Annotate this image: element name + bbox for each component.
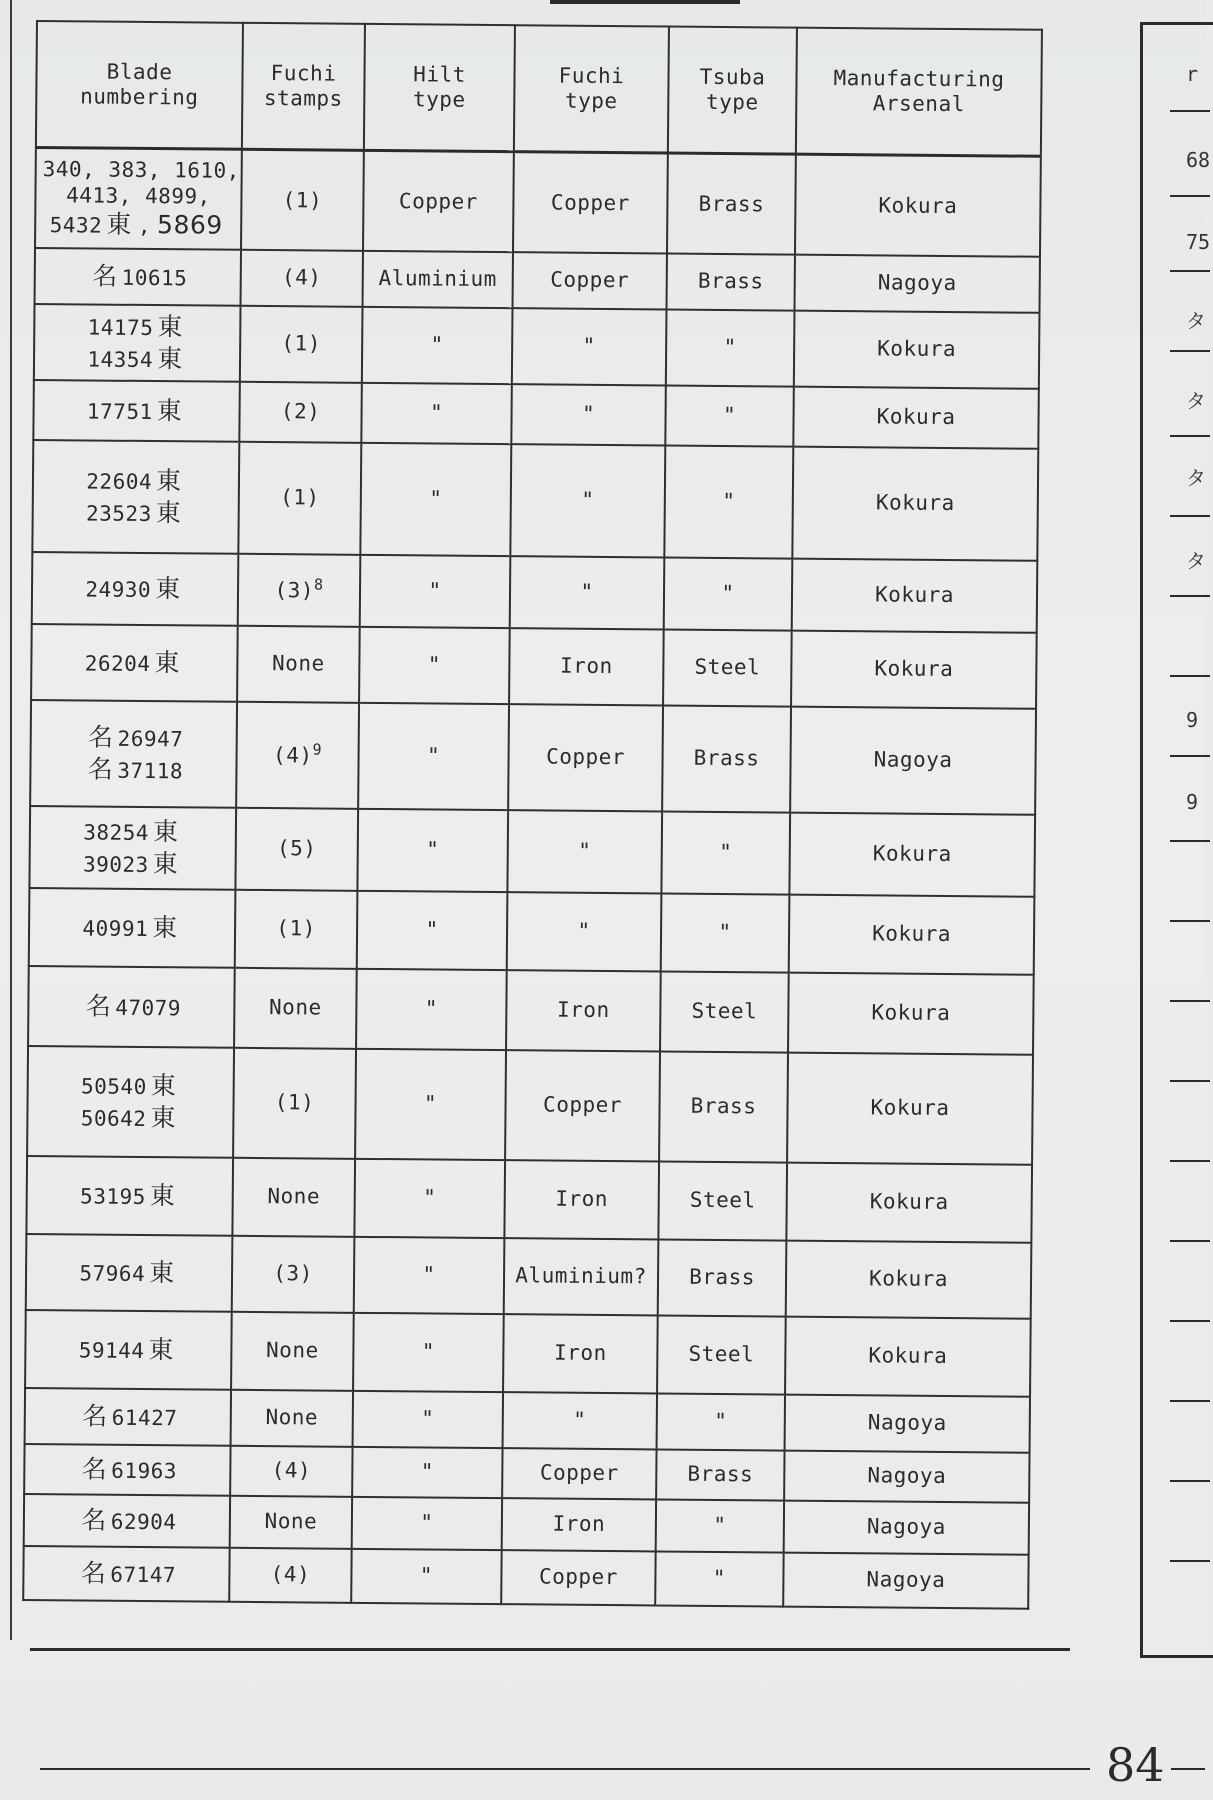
arsenal-mark: 名 xyxy=(80,1558,107,1588)
blade-number: 61427 xyxy=(111,1405,178,1431)
next-page-text-fragment: タ xyxy=(1186,466,1206,490)
arsenal-cell: Kokura xyxy=(789,812,1035,896)
arsenal-cell: Kokura xyxy=(787,1052,1033,1164)
fuchi-type-cell: Iron xyxy=(509,628,664,705)
blade-number-cell xyxy=(31,623,238,701)
table-row xyxy=(29,887,1035,974)
fuchi-stamps-cell xyxy=(240,305,363,382)
next-page-row-rule xyxy=(1170,515,1210,517)
next-page-row-rule xyxy=(1170,1080,1210,1082)
blade-number-cell xyxy=(35,248,241,306)
blade-number: 14175 xyxy=(87,315,154,341)
fuchi-stamps-cell xyxy=(234,967,357,1048)
header-blade-numbering: Blade numbering xyxy=(36,21,243,149)
arsenal-cell: Kokura xyxy=(786,1240,1032,1318)
table-row xyxy=(35,248,1040,313)
table-row xyxy=(25,1309,1031,1396)
tsuba-type-cell: Brass xyxy=(662,705,791,812)
tsuba-type-cell: " xyxy=(664,445,793,558)
fuchi-type-cell: Copper xyxy=(502,1448,656,1499)
fuchi-stamps-value: (3) xyxy=(274,578,315,603)
tsuba-type-cell: " xyxy=(655,1551,783,1606)
hilt-type-cell: " xyxy=(356,968,507,1049)
fuchi-stamps-cell xyxy=(238,553,361,626)
header-manufacturing-arsenal: Manufacturing Arsenal xyxy=(796,28,1042,157)
fuchi-type-cell: Iron xyxy=(502,1498,656,1551)
next-page-row-rule xyxy=(1170,350,1210,352)
fuchi-stamps-value: (2) xyxy=(280,399,321,424)
arsenal-mark: 名 xyxy=(82,1401,108,1431)
blade-number-cell xyxy=(33,379,240,441)
table-row xyxy=(31,623,1037,708)
fittings-table xyxy=(22,20,1043,1609)
fuchi-stamps-value: None xyxy=(265,1405,319,1430)
arsenal-mark: 名 xyxy=(81,1454,108,1484)
tsuba-type-cell: " xyxy=(661,811,790,894)
table-row xyxy=(34,303,1040,388)
table-row xyxy=(24,1493,1029,1554)
next-page-text-fragment: 68 xyxy=(1186,148,1211,172)
blade-number: 26204 xyxy=(84,651,151,676)
fuchi-type-cell: " xyxy=(511,384,666,445)
blade-number-line xyxy=(42,208,234,241)
hilt-type-cell: " xyxy=(359,626,510,703)
hilt-type-cell: " xyxy=(353,1312,504,1391)
blade-number-line xyxy=(32,1400,224,1433)
blade-number-line xyxy=(34,1101,226,1134)
arsenal-mark: 東 xyxy=(148,1334,175,1365)
hilt-type-cell: " xyxy=(362,306,513,383)
table-row xyxy=(35,148,1041,257)
fuchi-type-cell: " xyxy=(507,810,662,893)
hilt-type-cell: " xyxy=(361,382,512,443)
tsuba-type-cell: " xyxy=(656,1499,784,1552)
blade-number-cell xyxy=(29,805,236,889)
fuchi-stamps-cell xyxy=(241,249,363,306)
blade-number-cell xyxy=(25,1309,232,1389)
arsenal-mark: 東 xyxy=(149,1257,175,1288)
blade-number-line xyxy=(40,464,232,497)
fuchi-type-cell: Copper xyxy=(513,252,667,309)
blade-number-line xyxy=(42,182,234,210)
fuchi-stamps-value: (1) xyxy=(282,187,323,213)
arsenal-mark: 東 xyxy=(155,497,182,527)
hilt-type-cell: " xyxy=(353,1390,503,1447)
hilt-type-cell: " xyxy=(354,1236,505,1313)
blade-number: 10615 xyxy=(121,265,188,291)
arsenal-cell: Nagoya xyxy=(790,706,1036,814)
hilt-type-cell: " xyxy=(360,442,511,555)
arsenal-mark: 東 xyxy=(155,573,181,604)
fuchi-stamps-cell xyxy=(230,1445,352,1496)
arsenal-cell: Kokura xyxy=(792,558,1038,632)
hilt-type-cell: " xyxy=(355,1048,506,1159)
blade-number-cell xyxy=(26,1155,233,1235)
arsenal-cell: Kokura xyxy=(792,446,1038,560)
fuchi-stamps-value: (1) xyxy=(280,485,320,510)
arsenal-cell: Kokura xyxy=(795,154,1041,256)
fuchi-stamps-cell xyxy=(233,1047,356,1158)
arsenal-mark: 名 xyxy=(92,261,118,291)
hilt-type-cell: " xyxy=(357,808,508,891)
arsenal-cell: Nagoya xyxy=(794,254,1039,312)
blade-number-line xyxy=(32,1333,224,1366)
blade-number-cell xyxy=(29,887,236,967)
next-page-text-fragment: 75 xyxy=(1186,230,1211,254)
blade-number-line xyxy=(38,721,230,754)
fuchi-stamps-cell xyxy=(236,701,359,808)
next-page-row-rule xyxy=(1170,1000,1210,1002)
next-page-text-fragment: タ xyxy=(1186,309,1206,333)
blade-number-cell xyxy=(28,965,235,1047)
table-row xyxy=(32,551,1038,632)
arsenal-cell: Kokura xyxy=(786,1162,1032,1242)
fuchi-stamps-cell xyxy=(231,1311,354,1390)
next-page-text-fragment: タ xyxy=(1186,549,1206,573)
blade-number: 61963 xyxy=(111,1458,178,1484)
arsenal-mark: 東 xyxy=(152,817,179,847)
arsenal-mark: 名 xyxy=(87,753,114,784)
blade-number-line xyxy=(39,572,231,605)
arsenal-mark: 名 xyxy=(85,991,112,1021)
arsenal-mark: 東 , 5869 xyxy=(106,209,223,241)
arsenal-mark: 東 xyxy=(150,1102,177,1132)
arsenal-cell: Kokura xyxy=(785,1316,1031,1396)
blade-number-line xyxy=(34,1179,226,1212)
arsenal-mark: 名 xyxy=(81,1505,107,1535)
fuchi-stamps-value: (5) xyxy=(276,836,317,861)
header-hilt-type: Hilt type xyxy=(364,24,515,152)
next-page-row-rule xyxy=(1170,595,1210,597)
table-row xyxy=(33,379,1038,448)
tsuba-type-cell: " xyxy=(665,385,794,446)
tsuba-type-cell: " xyxy=(657,1393,785,1450)
footer-rule xyxy=(40,1768,1090,1770)
tsuba-type-cell: Steel xyxy=(657,1315,786,1394)
tsuba-type-cell: Brass xyxy=(656,1449,784,1500)
table-frame-bottom xyxy=(30,1648,1070,1651)
header-tsuba-type: Tsuba type xyxy=(668,27,797,155)
next-page-row-rule xyxy=(1170,920,1210,922)
fuchi-type-cell: Copper xyxy=(513,152,668,253)
next-page-row-rule xyxy=(1170,1320,1210,1322)
fuchi-type-cell: " xyxy=(512,308,667,385)
tsuba-type-cell: " xyxy=(664,557,793,630)
left-margin-rule xyxy=(10,0,12,1640)
fuchi-stamps-value: (1) xyxy=(274,1090,315,1115)
blade-number: 26947 xyxy=(117,726,184,752)
blade-number-cell xyxy=(25,1387,231,1445)
next-page-row-rule xyxy=(1170,1160,1210,1162)
fuchi-type-cell: " xyxy=(503,1392,657,1449)
tsuba-type-cell: Steel xyxy=(660,971,789,1052)
blade-number-line xyxy=(35,1069,227,1102)
table-row xyxy=(24,1443,1029,1502)
next-page-text-fragment: 9 xyxy=(1186,708,1199,732)
arsenal-cell: Kokura xyxy=(791,630,1037,708)
tsuba-type-cell: Steel xyxy=(658,1161,787,1240)
tsuba-type-cell: Brass xyxy=(659,1051,788,1162)
blade-number: 340, 383, 1610, xyxy=(42,156,240,183)
blade-number: 24930 xyxy=(85,577,152,602)
fuchi-type-cell: Aluminium? xyxy=(504,1238,659,1315)
hilt-type-cell: " xyxy=(354,1158,505,1237)
fuchi-stamps-cell xyxy=(238,441,361,554)
fuchi-stamps-value: (4) xyxy=(281,265,322,290)
table-row xyxy=(25,1387,1030,1452)
hilt-type-cell: " xyxy=(352,1496,502,1549)
table-row xyxy=(28,965,1034,1054)
table-row xyxy=(23,1545,1028,1608)
next-page-row-rule xyxy=(1170,840,1210,842)
blade-number-cell xyxy=(34,303,241,381)
blade-number-line xyxy=(31,1453,223,1486)
blade-number-line xyxy=(41,310,233,343)
fuchi-stamps-value: (4) xyxy=(270,1562,311,1587)
tsuba-type-cell: Brass xyxy=(658,1239,787,1316)
next-page-row-rule xyxy=(1170,755,1210,757)
fuchi-type-cell: " xyxy=(510,444,665,557)
tsuba-type-cell: " xyxy=(661,893,790,972)
fuchi-type-cell: Iron xyxy=(503,1314,658,1393)
blade-number-line xyxy=(31,1504,223,1537)
next-page-text-fragment: 9 xyxy=(1186,790,1199,814)
fuchi-stamps-value: None xyxy=(271,651,325,676)
blade-number-cell xyxy=(32,439,239,553)
arsenal-cell: Kokura xyxy=(789,894,1035,974)
hilt-type-cell: " xyxy=(360,554,511,627)
fuchi-stamps-value: (1) xyxy=(281,331,322,356)
header-fuchi-type: Fuchi type xyxy=(514,25,669,153)
arsenal-cell: Kokura xyxy=(788,972,1034,1054)
blade-number: 38254 xyxy=(83,820,150,846)
fuchi-stamps-value: None xyxy=(267,1184,321,1209)
table-body xyxy=(23,148,1041,1609)
blade-number-cell xyxy=(24,1443,230,1495)
blade-number-line xyxy=(40,496,232,529)
tsuba-type-cell: Brass xyxy=(667,253,795,310)
blade-number-line xyxy=(36,911,228,944)
next-page-row-rule xyxy=(1170,1240,1210,1242)
arsenal-cell: Nagoya xyxy=(785,1394,1030,1452)
hilt-type-cell: Aluminium xyxy=(363,250,513,307)
next-page-row-rule xyxy=(1170,675,1210,677)
table-row xyxy=(27,1045,1033,1164)
blade-number-cell xyxy=(32,551,239,625)
hilt-type-cell: " xyxy=(357,890,508,969)
blade-number-line xyxy=(35,990,227,1023)
blade-number: 23523 xyxy=(85,500,152,526)
arsenal-cell: Kokura xyxy=(794,310,1040,388)
next-page-row-rule xyxy=(1170,110,1210,112)
blade-number-line xyxy=(41,342,233,375)
blade-number: 39023 xyxy=(82,851,149,877)
footnote-ref: 9 xyxy=(312,740,323,759)
blade-number-line xyxy=(42,260,234,293)
arsenal-cell: Nagoya xyxy=(784,1450,1029,1502)
fuchi-stamps-cell xyxy=(230,1495,352,1548)
next-page-row-rule xyxy=(1170,1400,1210,1402)
tsuba-type-cell: Steel xyxy=(663,629,792,706)
blade-number: 5432 xyxy=(49,213,103,238)
fuchi-stamps-cell xyxy=(229,1547,351,1602)
blade-number: 50540 xyxy=(80,1074,147,1100)
tsuba-type-cell: " xyxy=(666,309,795,386)
fuchi-stamps-value: None xyxy=(264,1509,318,1534)
next-page-row-rule xyxy=(1170,195,1210,197)
next-page-row-rule xyxy=(1170,435,1210,437)
header-fuchi-stamps: Fuchi stamps xyxy=(242,23,365,151)
top-rule xyxy=(550,0,740,4)
tsuba-type-cell: Brass xyxy=(667,153,796,254)
fuchi-type-cell: Copper xyxy=(501,1550,655,1605)
blade-number-line xyxy=(37,847,229,880)
hilt-type-cell: " xyxy=(351,1548,501,1603)
fuchi-stamps-value: None xyxy=(268,995,322,1020)
next-page-row-rule xyxy=(1170,270,1210,272)
next-page-row-rule xyxy=(1170,1480,1210,1482)
table-row xyxy=(32,439,1038,560)
next-page-text-fragment: r xyxy=(1186,62,1199,86)
arsenal-mark: 東 xyxy=(157,312,184,342)
arsenal-mark: 東 xyxy=(150,1071,177,1101)
blade-number: 14354 xyxy=(87,346,154,372)
arsenal-mark: 名 xyxy=(87,722,114,752)
blade-number-line xyxy=(37,815,229,848)
fuchi-stamps-value: (4) xyxy=(273,743,313,768)
fuchi-type-cell: Iron xyxy=(504,1160,659,1239)
blade-number-cell xyxy=(30,699,237,807)
arsenal-mark: 東 xyxy=(155,466,182,496)
blade-number-line xyxy=(42,156,240,184)
blade-number: 59144 xyxy=(78,1338,145,1363)
arsenal-mark: 東 xyxy=(157,343,183,373)
blade-number: 62904 xyxy=(110,1509,177,1535)
table-row xyxy=(30,699,1036,814)
blade-number: 17751 xyxy=(86,399,153,424)
fuchi-type-cell: " xyxy=(507,892,662,971)
blade-number-cell xyxy=(35,148,242,250)
fuchi-type-cell: Copper xyxy=(505,1050,660,1161)
header-row xyxy=(36,21,1042,156)
hilt-type-cell: " xyxy=(352,1446,502,1497)
blade-number-line xyxy=(37,753,229,786)
table-row xyxy=(26,1155,1032,1242)
arsenal-cell: Nagoya xyxy=(783,1552,1028,1608)
arsenal-mark: 東 xyxy=(154,647,181,678)
fuchi-stamps-cell xyxy=(237,625,360,702)
blade-number-line xyxy=(38,646,230,679)
arsenal-mark: 東 xyxy=(152,912,178,943)
arsenal-mark: 東 xyxy=(149,1180,176,1211)
hilt-type-cell: Copper xyxy=(363,150,514,251)
fuchi-type-cell: Iron xyxy=(506,970,661,1051)
blade-number: 67147 xyxy=(110,1562,177,1588)
fuchi-stamps-value: (3) xyxy=(273,1261,313,1286)
arsenal-cell: Nagoya xyxy=(784,1500,1029,1554)
fuchi-stamps-cell xyxy=(232,1235,355,1312)
table-row xyxy=(26,1233,1032,1318)
blade-number: 37118 xyxy=(117,758,184,783)
arsenal-mark: 東 xyxy=(152,848,179,878)
fuchi-stamps-cell xyxy=(235,889,358,968)
blade-number-line xyxy=(40,394,232,427)
fuchi-stamps-cell xyxy=(235,807,358,890)
blade-number-line xyxy=(33,1256,225,1289)
footnote-ref: 8 xyxy=(313,575,324,594)
blade-number-cell xyxy=(26,1233,233,1311)
fuchi-stamps-value: None xyxy=(265,1338,319,1363)
arsenal-mark: 東 xyxy=(156,395,183,426)
next-page-row-rule xyxy=(1170,1560,1210,1562)
fuchi-stamps-value: (1) xyxy=(276,916,316,941)
arsenal-cell: Kokura xyxy=(793,386,1039,448)
blade-number: 57964 xyxy=(79,1261,146,1286)
fuchi-stamps-cell xyxy=(239,381,362,442)
blade-number: 50642 xyxy=(80,1105,147,1131)
fuchi-stamps-cell xyxy=(231,1389,353,1446)
blade-number: 4413, 4899, xyxy=(66,183,211,209)
hilt-type-cell: " xyxy=(358,702,509,809)
fuchi-type-cell: " xyxy=(510,556,665,629)
fuchi-stamps-cell xyxy=(232,1157,355,1236)
blade-number-cell xyxy=(24,1493,230,1547)
fuchi-type-cell: Copper xyxy=(508,704,663,811)
blade-number: 53195 xyxy=(80,1184,146,1209)
next-page-text-fragment: タ xyxy=(1186,389,1206,413)
blade-number-cell xyxy=(27,1045,234,1157)
blade-number-line xyxy=(30,1557,222,1590)
blade-number: 40991 xyxy=(82,916,149,941)
blade-number-cell xyxy=(23,1545,229,1601)
fuchi-stamps-cell xyxy=(241,149,364,250)
blade-number: 47079 xyxy=(115,995,182,1021)
blade-number: 22604 xyxy=(86,469,153,495)
fuchi-stamps-value: (4) xyxy=(271,1458,312,1483)
table-row xyxy=(29,805,1035,896)
page-number: 84 xyxy=(1100,1738,1171,1792)
